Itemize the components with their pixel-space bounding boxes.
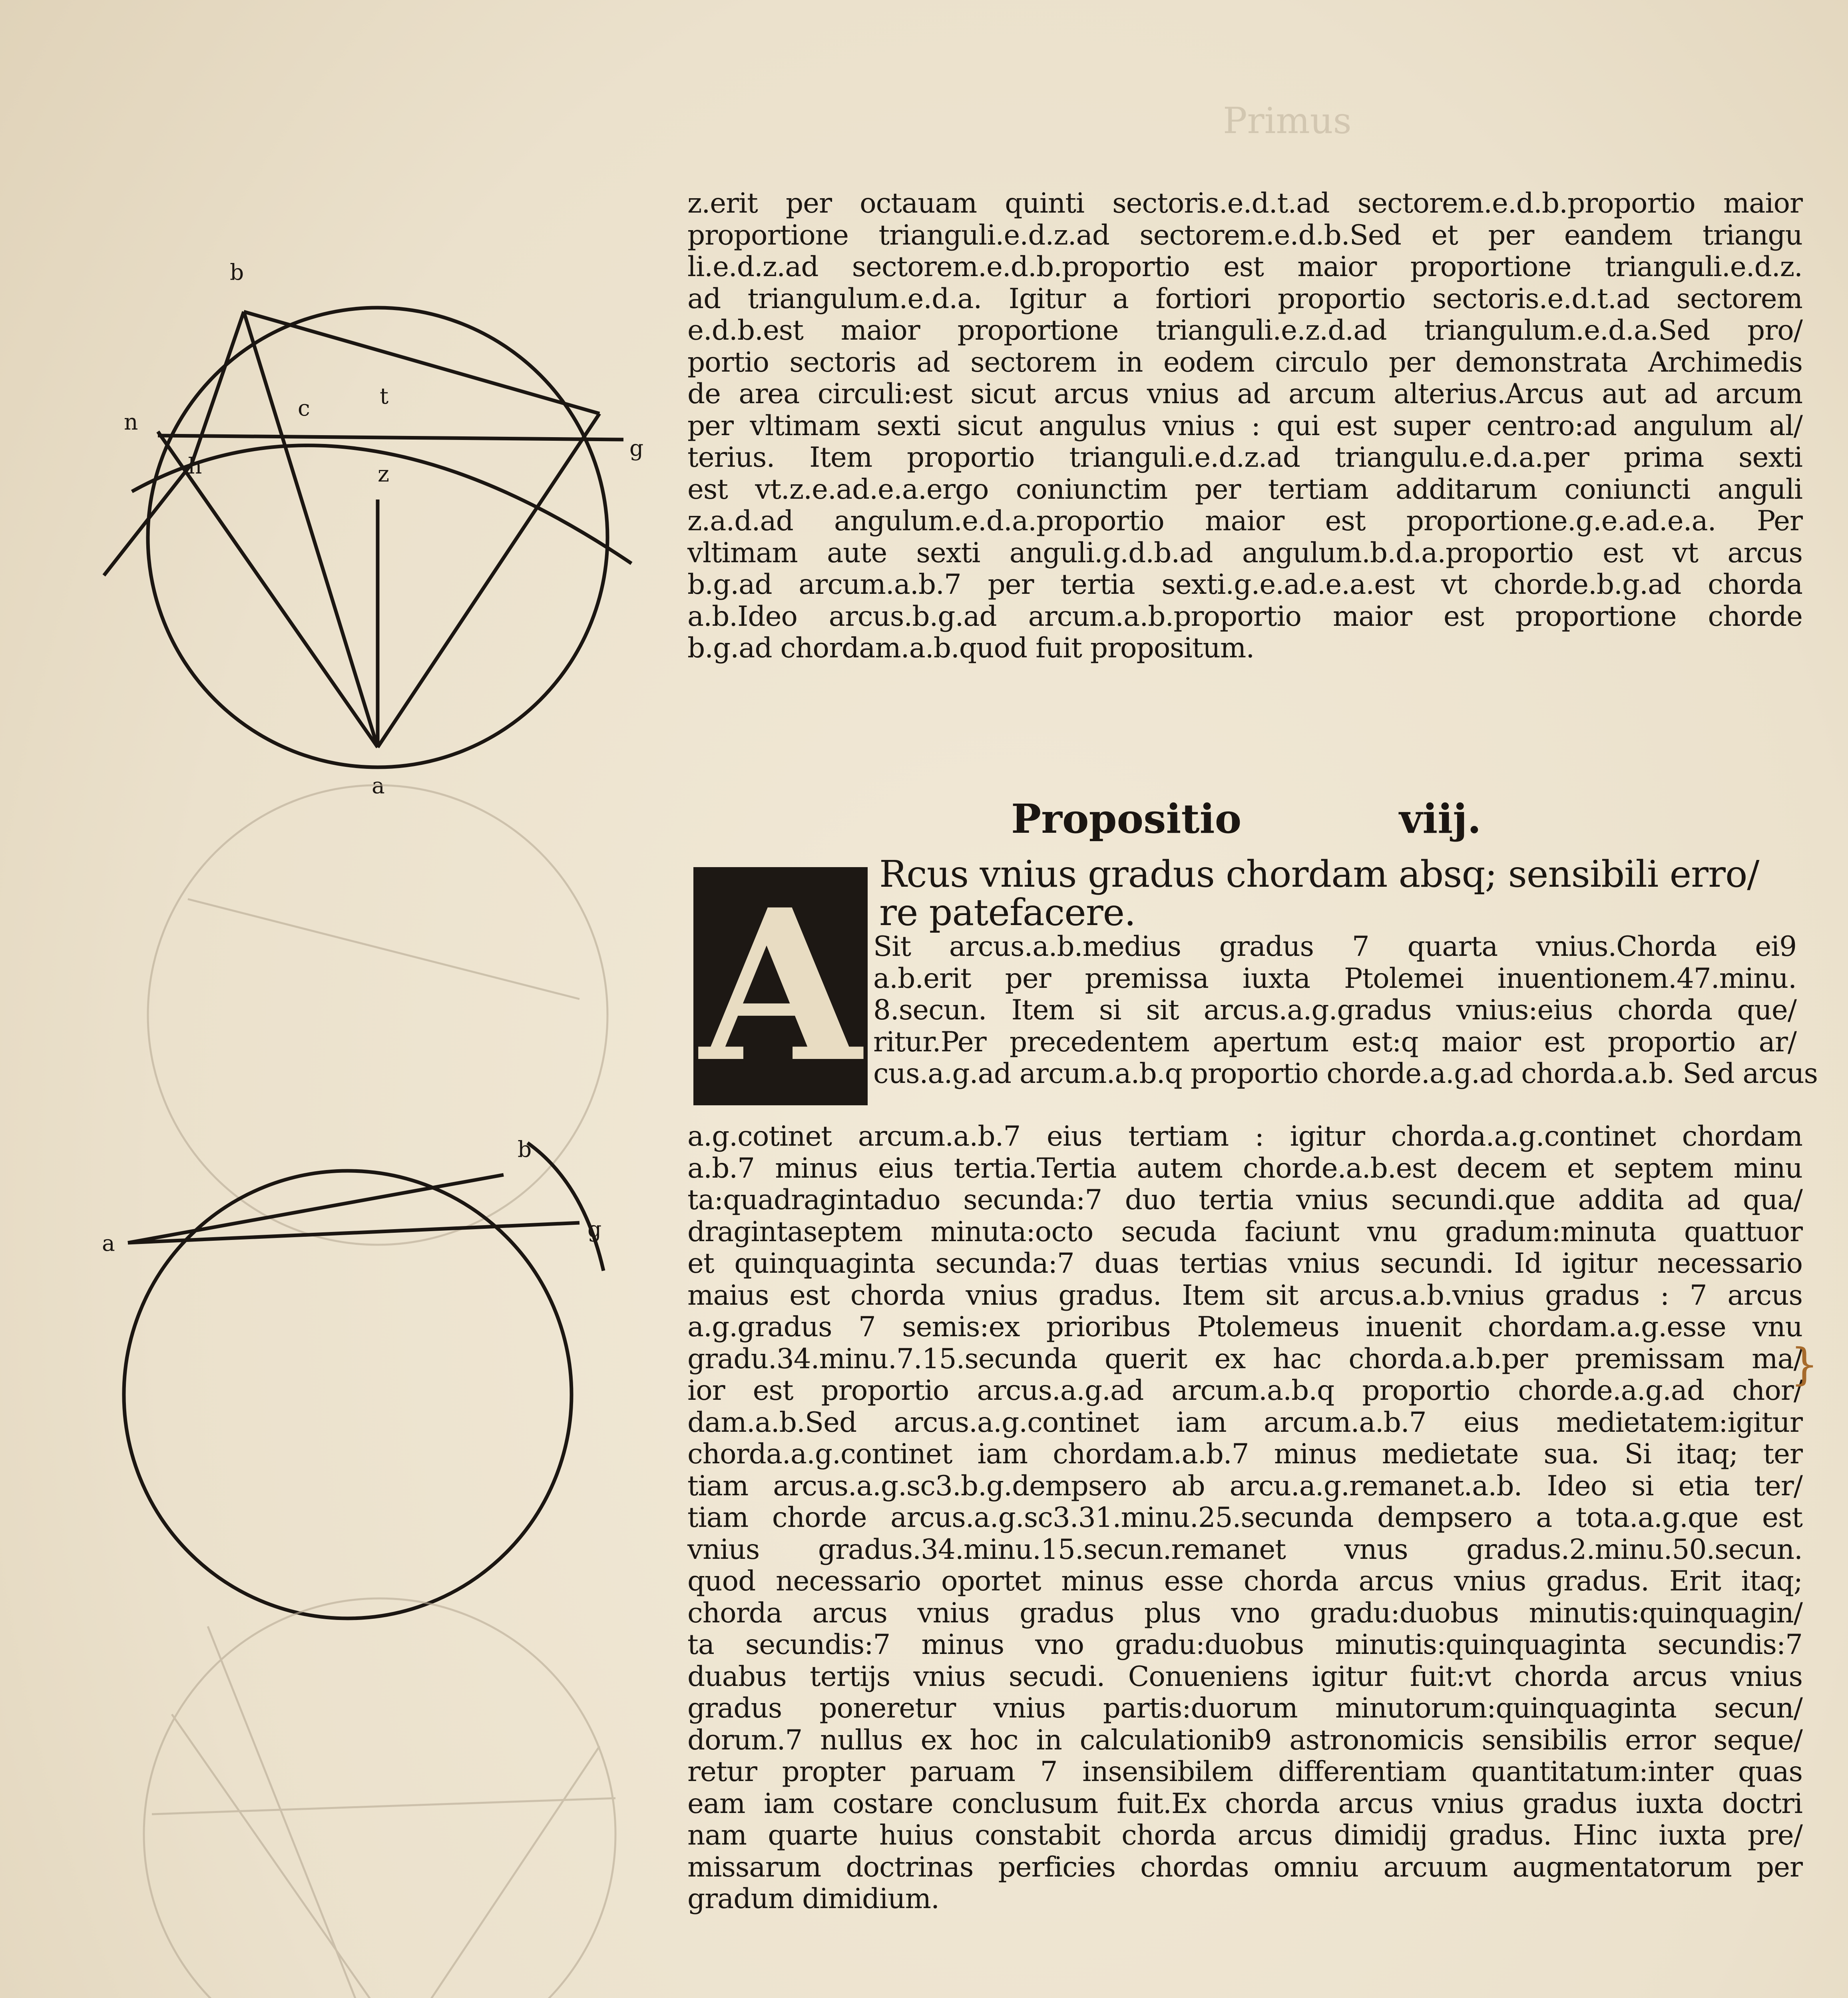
text-line-11: z.a.d.ad angulum.e.d.a.proportio maior est proportione.g.e.ad.e.a. Per bbox=[687, 505, 1802, 537]
lower-text-line-5: et quinquaginta secunda:7 duas tertias vnius secundi. Id igitur necessario bbox=[687, 1248, 1802, 1280]
text-line-2: proportione trianguli.e.d.z.ad sectorem.e.d.b.Sed et per eandem triangu bbox=[687, 219, 1802, 251]
chord-n-a bbox=[158, 432, 378, 747]
lower-text-line-13: tiam chorde arcus.a.g.sc3.31.minu.25.secunda dempsero a tota.a.g.que est bbox=[687, 1502, 1802, 1534]
lower-text-line-18: duabus tertijs vnius secudi. Conueniens igitur fuit:vt chorda arcus vnius bbox=[687, 1660, 1802, 1693]
ghost-diagram-1 bbox=[148, 785, 607, 1245]
proposition-heading bbox=[1011, 795, 1481, 842]
label-b: b bbox=[230, 259, 244, 285]
opening-line-2: re patefacere. bbox=[879, 891, 1136, 934]
lower-text-line-22: eam iam costare conclusum fuit.Ex chorda arcus vnius gradus iuxta doctri bbox=[687, 1787, 1802, 1820]
chord-g-a bbox=[378, 414, 599, 747]
text-line-10: est vt.z.e.ad.e.a.ergo coniunctim per tertiam additarum coniuncti anguli bbox=[687, 473, 1802, 505]
text-line-4: ad triangulum.e.d.a. Igitur a fortiori proportio sectoris.e.d.t.ad sectorem bbox=[687, 283, 1802, 315]
lower-text-line-24: missarum doctrinas perficies chordas omniu arcuum augmentatorum per bbox=[687, 1851, 1802, 1883]
lower-text-line-1: a.g.cotinet arcum.a.b.7 eius tertiam : igitur chorda.a.g.continet chordam bbox=[687, 1120, 1802, 1152]
text-line-13: b.g.ad arcum.a.b.7 per tertia sexti.g.e.ad.e.a.est vt chorde.b.g.ad chorda bbox=[687, 569, 1802, 601]
diagram-circle-triangle bbox=[104, 308, 631, 767]
text-line-8: per vltimam sexti sicut angulus vnius : qui est super centro:ad angulum al/ bbox=[687, 410, 1802, 442]
chord-a-b bbox=[128, 1175, 504, 1243]
diagram1-labels bbox=[124, 259, 643, 798]
label-g: g bbox=[629, 435, 644, 461]
text-line-6: portio sectoris ad sectorem in eodem circulo per demonstrata Archimedis bbox=[687, 346, 1802, 378]
lower-text-line-9: ior est proportio arcus.a.g.ad arcum.a.b.q proportio chorde.a.g.ad chor/ bbox=[687, 1375, 1802, 1407]
text-line-12: vltimam aute sexti anguli.g.d.b.ad angulum.b.d.a.proportio est vt arcus bbox=[687, 537, 1802, 569]
heading-number: viij. bbox=[1399, 795, 1482, 842]
lower-text-line-17: ta secundis:7 minus vno gradu:duobus minutis:quinquaginta secundis:7 bbox=[687, 1629, 1802, 1661]
initial-text-line-1: Sit arcus.a.b.medius gradus 7 quarta vnius.Chorda ei9 bbox=[873, 931, 1796, 963]
lower-text-line-8: gradu.34.minu.7.15.secunda querit ex hac chorda.a.b.per premissam ma/ bbox=[687, 1343, 1802, 1375]
running-head-bleed: Primus bbox=[1223, 100, 1352, 142]
label-a2: a bbox=[102, 1230, 115, 1256]
initial-text-line-3: 8.secun. Item si sit arcus.a.g.gradus vnius:eius chorda que/ bbox=[873, 994, 1796, 1026]
upper-text-block bbox=[687, 188, 1802, 665]
proposition-opening bbox=[695, 855, 1782, 932]
lower-text-line-4: dragintaseptem minuta:octo secuda faciunt vnu gradum:minuta quattuor bbox=[687, 1216, 1802, 1248]
label-g2: g bbox=[587, 1216, 602, 1242]
lower-text-line-7: a.g.gradus 7 semis:ex prioribus Ptolemeus inuenit chordam.a.g.esse vnu bbox=[687, 1311, 1802, 1343]
opening-line-1: Rcus vnius gradus chordam absq; sensibili erro/ bbox=[879, 853, 1759, 896]
lower-text-line-11: chorda.a.g.continet iam chordam.a.b.7 minus medietate sua. Si itaq; ter bbox=[687, 1438, 1802, 1470]
label-a: a bbox=[372, 773, 385, 798]
label-z: z bbox=[378, 461, 389, 487]
lower-text-line-14: vnius gradus.34.minu.15.secun.remanet vnus gradus.2.minu.50.secun. bbox=[687, 1533, 1802, 1566]
text-line-5: e.d.b.est maior proportione trianguli.e.z.d.ad triangulum.e.d.a.Sed pro/ bbox=[687, 314, 1802, 346]
circle-outline-2 bbox=[124, 1171, 572, 1618]
ghost-diagram-2 bbox=[144, 1598, 615, 1998]
arc-outer bbox=[528, 1143, 603, 1271]
lower-text-line-15: quod necessario oportet minus esse chorda arcus vnius gradus. Erit itaq; bbox=[687, 1565, 1802, 1597]
diagram2-labels bbox=[102, 1136, 601, 1256]
label-c: c bbox=[298, 395, 310, 421]
label-n: n bbox=[124, 409, 138, 435]
lower-text-line-21: retur propter paruam 7 insensibilem differentiam quantitatum:inter quas bbox=[687, 1756, 1802, 1788]
lower-text-block bbox=[687, 1121, 1802, 1915]
lower-text-line-19: gradus poneretur vnius partis:duorum minutorum:quinquaginta secun/ bbox=[687, 1692, 1802, 1724]
text-line-7: de area circuli:est sicut arcus vnius ad arcum alterius.Arcus aut ad arcum bbox=[687, 378, 1802, 410]
lower-text-line-16: chorda arcus vnius gradus plus vno gradu:duobus minutis:quinquagin/ bbox=[687, 1597, 1802, 1629]
text-line-15: b.g.ad chordam.a.b.quod fuit propositum. bbox=[687, 632, 1255, 664]
line-b-down bbox=[192, 312, 244, 464]
lower-text-line-12: tiam arcus.a.g.sc3.b.g.dempsero ab arcu.a.g.remanet.a.b. Ideo si etia ter/ bbox=[687, 1470, 1802, 1502]
label-b2: b bbox=[518, 1136, 532, 1162]
initial-adjacent-text bbox=[873, 931, 1818, 1090]
text-line-3: li.e.d.z.ad sectorem.e.d.b.proportio est maior proportione trianguli.e.d.z. bbox=[687, 251, 1802, 283]
chord-b-a bbox=[244, 312, 378, 747]
diagram-circle-chord bbox=[124, 1143, 603, 1618]
text-line-1: z.erit per octauam quinti sectoris.e.d.t.ad sectorem.e.d.b.proportio maior bbox=[687, 187, 1802, 219]
text-line-14: a.b.Ideo arcus.b.g.ad arcum.a.b.proportio maior est proportione chorde bbox=[687, 600, 1802, 633]
initial-text-line-4: ritur.Per precedentem apertum est:q maior est proportio ar/ bbox=[873, 1026, 1796, 1058]
initial-letter: A bbox=[700, 864, 861, 1108]
label-t: t bbox=[380, 383, 389, 409]
lower-text-line-10: dam.a.b.Sed arcus.a.g.continet iam arcum.a.b.7 eius medietatem:igitur bbox=[687, 1406, 1802, 1439]
chord-b-g bbox=[244, 312, 599, 414]
lower-text-line-20: dorum.7 nullus ex hoc in calculationib9 astronomicis sensibilis error seque/ bbox=[687, 1724, 1802, 1756]
initial-text-line-2: a.b.erit per premissa iuxta Ptolemei inuentionem.47.minu. bbox=[873, 962, 1796, 995]
lower-text-line-25: gradum dimidium. bbox=[687, 1883, 940, 1915]
lower-text-line-23: nam quarte huius constabit chorda arcus dimidij gradus. Hinc iuxta pre/ bbox=[687, 1819, 1802, 1851]
lower-text-line-2: a.b.7 minus eius tertia.Tertia autem chorde.a.b.est decem et septem minu bbox=[687, 1152, 1802, 1184]
heading-title: Propositio bbox=[1011, 795, 1242, 842]
initial-text-line-5: cus.a.g.ad arcum.a.b.q proportio chorde.a.g.ad chorda.a.b. Sed arcus bbox=[873, 1058, 1818, 1090]
line-n-g bbox=[158, 436, 623, 440]
lower-text-line-3: ta:quadragintaduo secunda:7 duo tertia vnius secundi.que addita ad qua/ bbox=[687, 1184, 1802, 1216]
label-h: h bbox=[188, 453, 202, 479]
margin-bracket: } bbox=[1790, 1339, 1818, 1390]
lower-text-line-6: maius est chorda vnius gradus. Item sit arcus.a.b.vnius gradus : 7 arcus bbox=[687, 1279, 1802, 1311]
text-line-9: terius. Item proportio trianguli.e.d.z.ad triangulu.e.d.a.per prima sexti bbox=[687, 442, 1802, 474]
